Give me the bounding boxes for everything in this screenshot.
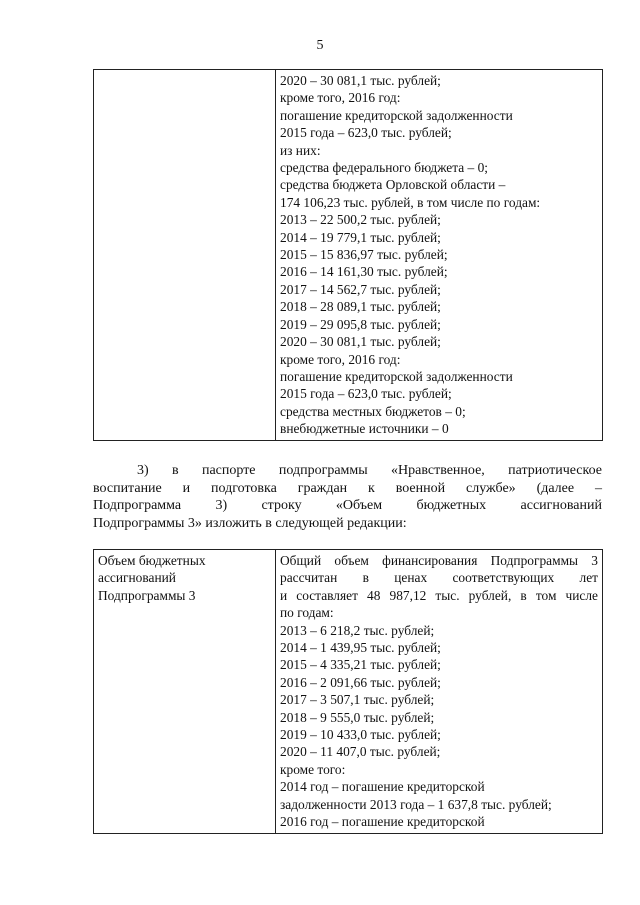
- text-line: 2015 года – 623,0 тыс. рублей;: [280, 386, 452, 402]
- text-line: средства местных бюджетов – 0;: [280, 403, 466, 419]
- text-line: внебюджетные источники – 0: [280, 421, 449, 437]
- text-line: 2018 – 28 089,1 тыс. рублей;: [280, 299, 441, 315]
- text-line: 2013 – 6 218,2 тыс. рублей;: [280, 622, 435, 638]
- text-line: 2014 – 19 779,1 тыс. рублей;: [280, 229, 441, 245]
- amendment-paragraph: [93, 462, 602, 532]
- text-line: 2014 год – погашение кредиторской: [280, 779, 485, 795]
- table-cell-left-empty: [94, 70, 276, 441]
- text-line: 2017 – 3 507,1 тыс. рублей;: [280, 692, 435, 708]
- text-line: 2019 – 29 095,8 тыс. рублей;: [280, 316, 441, 332]
- table-row: [94, 70, 603, 441]
- text-line: задолженности 2013 года – 1 637,8 тыс. рублей;: [280, 796, 552, 812]
- text-line: Объем бюджетных: [98, 553, 206, 568]
- paragraph-line: воспитание и подготовка граждан к военной службе» (далее –: [93, 480, 602, 496]
- text-line: 2020 – 30 081,1 тыс. рублей;: [280, 73, 441, 88]
- table-row: [94, 550, 603, 834]
- text-line: погашение кредиторской задолженности: [280, 107, 513, 123]
- text-line: средства федерального бюджета – 0;: [280, 160, 488, 176]
- text-line: Общий объем финансирования Подпрограммы 3: [280, 553, 598, 568]
- text-line: 2017 – 14 562,7 тыс. рублей;: [280, 281, 441, 297]
- text-line: погашение кредиторской задолженности: [280, 368, 513, 384]
- text-line: кроме того, 2016 год:: [280, 351, 401, 367]
- text-line: ассигнований: [98, 570, 176, 586]
- table-cell-right: [276, 70, 603, 441]
- text-line: 2016 – 14 161,30 тыс. рублей;: [280, 264, 448, 280]
- text-line: 2014 – 1 439,95 тыс. рублей;: [280, 640, 441, 656]
- text-line: кроме того, 2016 год:: [280, 90, 401, 106]
- table-cell-row-title: [94, 550, 276, 834]
- text-line: 2016 год – погашение кредиторской: [280, 814, 485, 830]
- text-line: 2015 года – 623,0 тыс. рублей;: [280, 125, 452, 141]
- text-line: 2013 – 22 500,2 тыс. рублей;: [280, 212, 441, 228]
- text-line: по годам:: [280, 605, 334, 621]
- text-line: средства бюджета Орловской области –: [280, 177, 506, 193]
- paragraph-line: Подпрограмма 3) строку «Объем бюджетных ассигнований: [93, 498, 602, 514]
- text-line: 2015 – 15 836,97 тыс. рублей;: [280, 247, 448, 263]
- passport-table-continued: [93, 69, 603, 441]
- paragraph-line: Подпрограммы 3» изложить в следующей редакции:: [93, 515, 407, 531]
- text-line: рассчитан в ценах соответствующих лет: [280, 570, 598, 586]
- page-number: 5: [316, 38, 324, 53]
- text-line: 2015 – 4 335,21 тыс. рублей;: [280, 657, 441, 673]
- text-line: 2020 – 30 081,1 тыс. рублей;: [280, 334, 441, 350]
- passport-table-new: [93, 549, 603, 834]
- table-cell-funding-text: [276, 550, 603, 834]
- text-line: 2020 – 11 407,0 тыс. рублей;: [280, 744, 441, 760]
- text-line: из них:: [280, 142, 321, 158]
- paragraph-line: 3) в паспорте подпрограммы «Нравственное, патриотическое: [137, 463, 602, 478]
- text-line: 2016 – 2 091,66 тыс. рублей;: [280, 674, 441, 690]
- text-line: кроме того:: [280, 761, 346, 777]
- text-line: 2019 – 10 433,0 тыс. рублей;: [280, 727, 441, 743]
- text-line: и составляет 48 987,12 тыс. рублей, в том числе: [280, 587, 598, 603]
- text-line: 174 106,23 тыс. рублей, в том числе по годам:: [280, 194, 541, 210]
- text-line: 2018 – 9 555,0 тыс. рублей;: [280, 709, 435, 725]
- text-line: Подпрограммы 3: [98, 587, 196, 603]
